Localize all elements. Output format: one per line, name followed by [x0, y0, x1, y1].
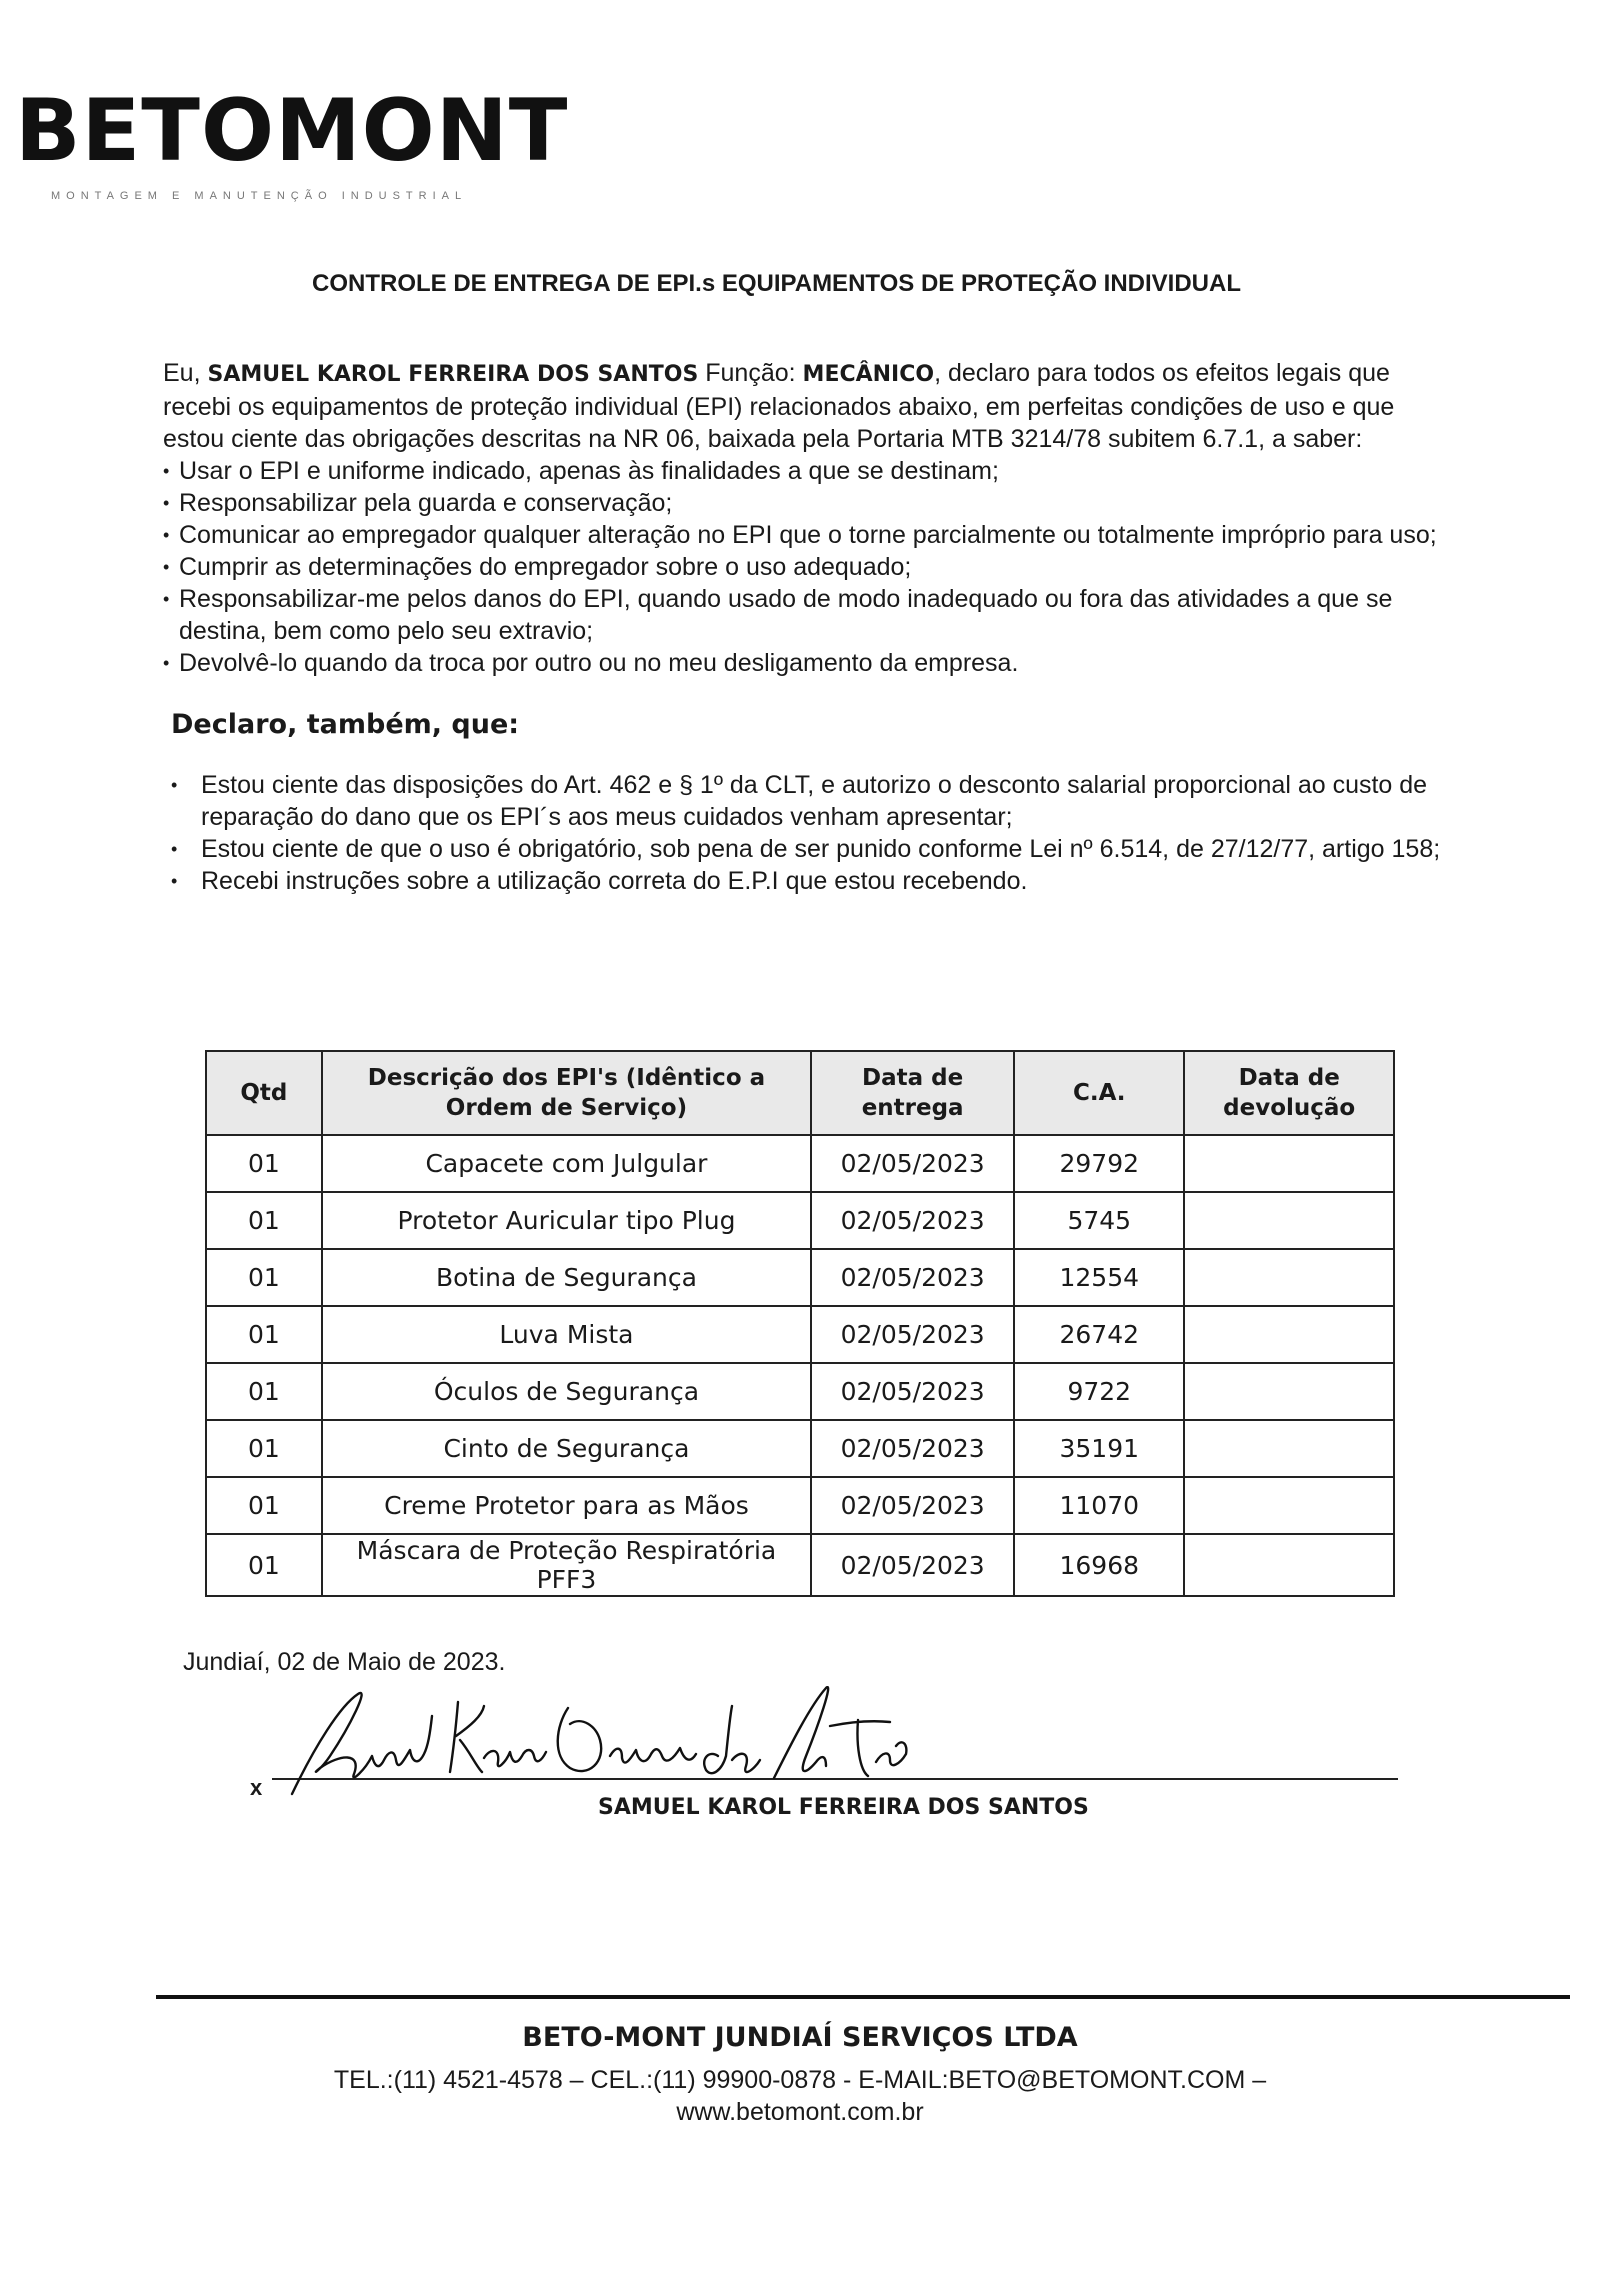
cell-return-date — [1184, 1420, 1394, 1477]
place-date: Jundiaí, 02 de Maio de 2023. — [183, 1648, 506, 1676]
cell-qtd: 01 — [206, 1477, 322, 1534]
table-row — [206, 1192, 1394, 1249]
cell-ca: 9722 — [1014, 1363, 1184, 1420]
cell-delivery-date: 02/05/2023 — [811, 1477, 1014, 1534]
cell-return-date — [1184, 1192, 1394, 1249]
cell-description: Luva Mista — [322, 1306, 811, 1363]
cell-qtd: 01 — [206, 1534, 322, 1596]
footer-website: www.betomont.com.br — [676, 2098, 924, 2126]
footer-contact-line: TEL.:(11) 4521-4578 – CEL.:(11) 99900-0878 - E-MAIL:BETO@BETOMONT.COM – — [333, 2066, 1267, 2094]
cell-ca: 5745 — [1014, 1192, 1184, 1249]
employee-name: SAMUEL KAROL FERREIRA DOS SANTOS — [207, 362, 699, 387]
column-header-qtd: Qtd — [206, 1051, 322, 1135]
section-heading: Declaro, também, que: — [171, 709, 520, 740]
also-declare-list — [163, 769, 1451, 897]
list-item: • Responsabilizar pela guarda e conservação; — [163, 487, 1451, 519]
table-row — [206, 1477, 1394, 1534]
cell-ca: 11070 — [1014, 1477, 1184, 1534]
logo-tagline: MONTAGEM E MANUTENÇÃO INDUSTRIAL — [51, 190, 468, 202]
column-header-ca: C.A. — [1014, 1051, 1184, 1135]
cell-ca: 12554 — [1014, 1249, 1184, 1306]
footer-contacts — [0, 2064, 1600, 2128]
cell-description: Máscara de Proteção Respiratória PFF3 — [322, 1534, 811, 1596]
document-title: CONTROLE DE ENTREGA DE EPI.s EQUIPAMENTOS DE PROTEÇÃO INDIVIDUAL — [312, 270, 1241, 297]
table-row — [206, 1420, 1394, 1477]
cell-delivery-date: 02/05/2023 — [811, 1135, 1014, 1192]
list-item: • Recebi instruções sobre a utilização correta do E.P.I que estou recebendo. — [163, 865, 1451, 897]
logo-name: BETOMONT — [15, 81, 569, 181]
list-item: • Estou ciente de que o uso é obrigatório, sob pena de ser punido conforme Lei nº 6.514, de 27/12/77, artigo 158; — [163, 833, 1451, 865]
cell-delivery-date: 02/05/2023 — [811, 1249, 1014, 1306]
function-label: Função: — [705, 359, 796, 387]
list-item: • Cumprir as determinações do empregador sobre o uso adequado; — [163, 551, 1451, 583]
footer-company: BETO-MONT JUNDIAÍ SERVIÇOS LTDA — [522, 2022, 1078, 2053]
cell-description: Capacete com Julgular — [322, 1135, 811, 1192]
handwritten-signature — [270, 1686, 990, 1796]
epi-table — [205, 1050, 1395, 1597]
cell-qtd: 01 — [206, 1192, 322, 1249]
column-header-description: Descrição dos EPI's (Idêntico a Ordem de Serviço) — [322, 1051, 811, 1135]
column-header-return-date: Data de devolução — [1184, 1051, 1394, 1135]
table-row — [206, 1534, 1394, 1596]
cell-delivery-date: 02/05/2023 — [811, 1192, 1014, 1249]
cell-return-date — [1184, 1477, 1394, 1534]
cell-qtd: 01 — [206, 1306, 322, 1363]
list-item: • Estou ciente das disposições do Art. 462 e § 1º da CLT, e autorizo o desconto salarial proporcional ao custo de reparação do dano que os EPI´s aos meus cuidados venham apresentar; — [163, 769, 1451, 833]
signer-name: SAMUEL KAROL FERREIRA DOS SANTOS — [598, 1795, 1089, 1820]
table-row — [206, 1363, 1394, 1420]
table-row — [206, 1306, 1394, 1363]
cell-ca: 29792 — [1014, 1135, 1184, 1192]
company-logo — [15, 81, 569, 202]
cell-delivery-date: 02/05/2023 — [811, 1534, 1014, 1596]
cell-qtd: 01 — [206, 1249, 322, 1306]
cell-delivery-date: 02/05/2023 — [811, 1363, 1014, 1420]
list-item: • Devolvê-lo quando da troca por outro ou no meu desligamento da empresa. — [163, 647, 1451, 679]
table-row — [206, 1249, 1394, 1306]
list-item: • Comunicar ao empregador qualquer alteração no EPI que o torne parcialmente ou totalmente impróprio para uso; — [163, 519, 1451, 551]
cell-qtd: 01 — [206, 1135, 322, 1192]
cell-description: Cinto de Segurança — [322, 1420, 811, 1477]
obligations-list — [163, 455, 1451, 679]
declaration-text: , declaro para todos os efeitos legais que recebi os equipamentos de proteção individual (EPI) relacionados abaixo, em perfeitas condições de uso e que estou ciente das obrigações descritas na NR 06, baixada pela Portaria MTB 3214/78 subitem 6.7.1, a saber: — [163, 359, 1395, 453]
employee-function: MECÂNICO — [802, 362, 935, 387]
cell-description: Creme Protetor para as Mãos — [322, 1477, 811, 1534]
cell-qtd: 01 — [206, 1363, 322, 1420]
table-header-row — [206, 1051, 1394, 1135]
cell-ca: 16968 — [1014, 1534, 1184, 1596]
table-row — [206, 1135, 1394, 1192]
cell-return-date — [1184, 1363, 1394, 1420]
footer-divider — [156, 1995, 1570, 1999]
cell-ca: 35191 — [1014, 1420, 1184, 1477]
declaration-prefix: Eu, — [163, 359, 201, 387]
cell-ca: 26742 — [1014, 1306, 1184, 1363]
cell-return-date — [1184, 1534, 1394, 1596]
cell-return-date — [1184, 1249, 1394, 1306]
cell-description: Óculos de Segurança — [322, 1363, 811, 1420]
cell-description: Botina de Segurança — [322, 1249, 811, 1306]
column-header-delivery-date: Data de entrega — [811, 1051, 1014, 1135]
list-item: • Responsabilizar-me pelos danos do EPI, quando usado de modo inadequado ou fora das atividades a que se destina, bem como pelo seu extravio; — [163, 583, 1451, 647]
cell-delivery-date: 02/05/2023 — [811, 1306, 1014, 1363]
cell-qtd: 01 — [206, 1420, 322, 1477]
signature-mark: x — [250, 1775, 263, 1800]
list-item: • Usar o EPI e uniforme indicado, apenas às finalidades a que se destinam; — [163, 455, 1451, 487]
cell-delivery-date: 02/05/2023 — [811, 1420, 1014, 1477]
cell-return-date — [1184, 1135, 1394, 1192]
cell-return-date — [1184, 1306, 1394, 1363]
declaration-paragraph — [163, 357, 1451, 455]
declaration-body — [163, 357, 1451, 897]
cell-description: Protetor Auricular tipo Plug — [322, 1192, 811, 1249]
